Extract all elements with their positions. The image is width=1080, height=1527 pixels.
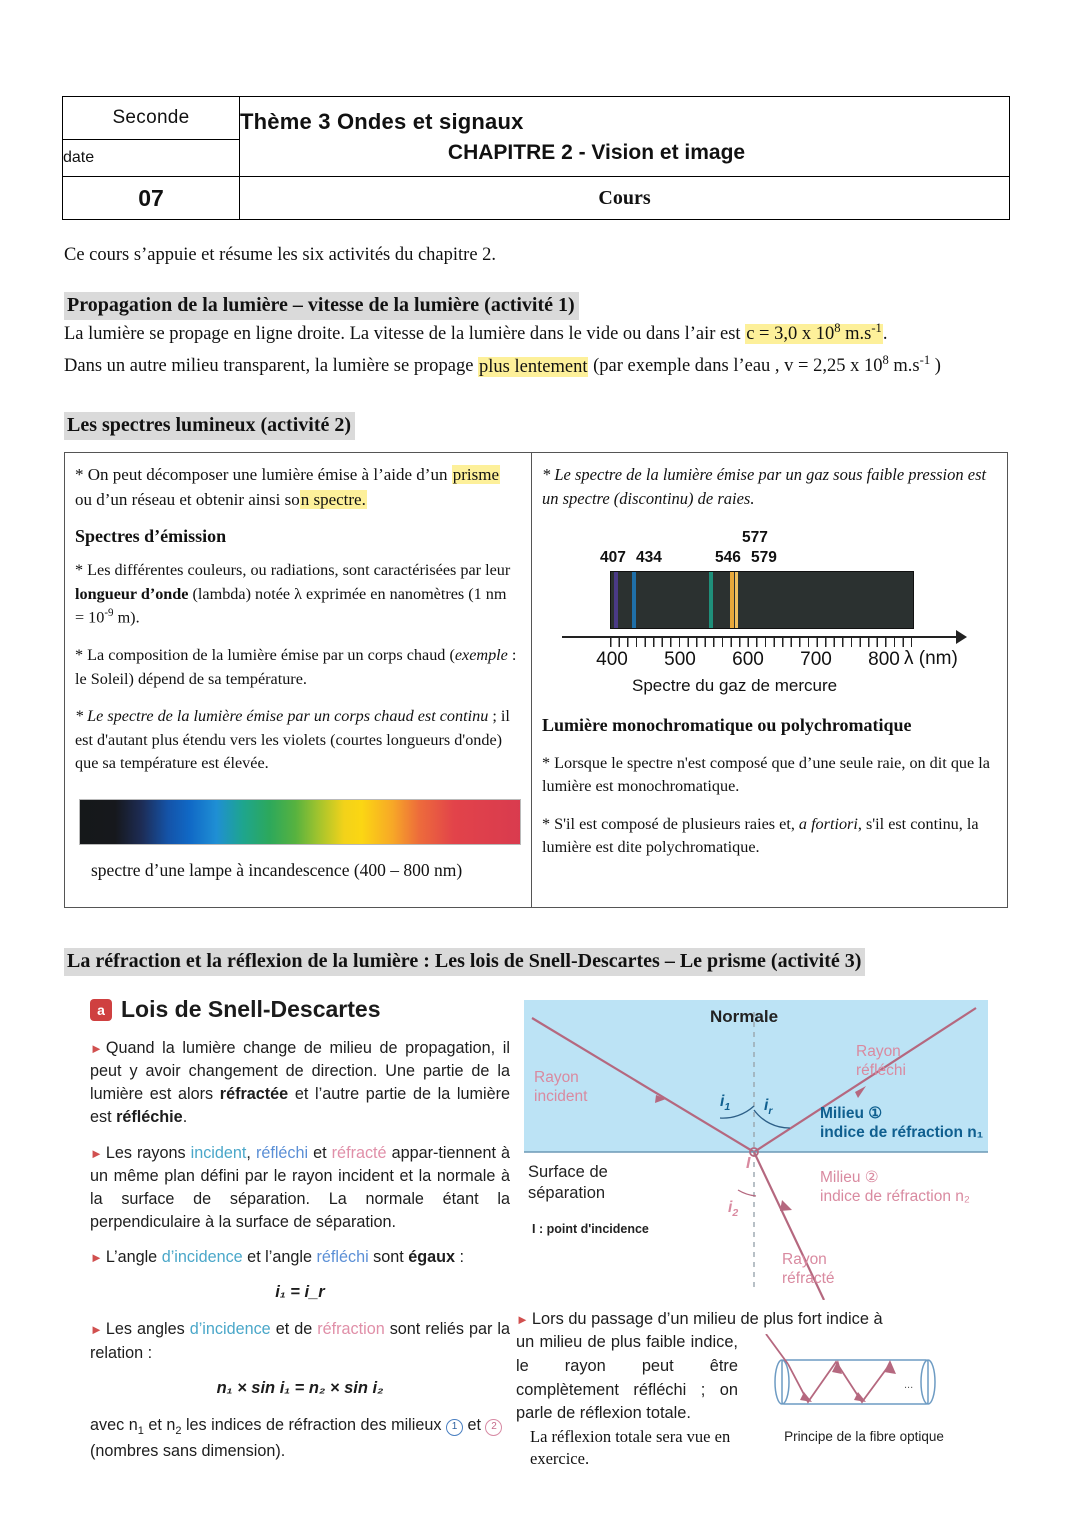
formula-angles-equal: i₁ = i_r bbox=[275, 1283, 325, 1302]
angle-i1-label: $i_1$ bbox=[720, 1093, 731, 1114]
mercury-figure-caption: Spectre du gaz de mercure bbox=[632, 676, 838, 695]
emission-line-577 bbox=[730, 572, 734, 628]
snell-left-column bbox=[90, 996, 510, 1475]
header-table bbox=[62, 96, 1010, 220]
axis-label-lambda: λ (nm) bbox=[904, 648, 958, 669]
left-p4: * Le spectre de la lumière émise par un corps chaud est continu ; il est d'autant plus étendu vers les violets (courtes longueurs d'onde) que sa température est élevée. bbox=[75, 707, 510, 773]
angle-i2-label: $i_2$ bbox=[728, 1199, 739, 1220]
left-p3: * La composition de la lumière émise par un corps chaud (exemple : le Soleil) dépend de sa température. bbox=[75, 646, 517, 688]
spectres-box bbox=[64, 452, 1008, 908]
snell-p4: ► Les angles d’incidence et de réfraction sont reliés par la relation : bbox=[90, 1320, 511, 1362]
formula-snell-law: n₁ × sin i₁ = n₂ × sin i₂ bbox=[216, 1378, 384, 1397]
mercury-spectrum-band bbox=[610, 571, 914, 629]
triangle-bullet-icon: ► bbox=[90, 1322, 103, 1338]
triangle-bullet-icon: ► bbox=[90, 1041, 103, 1056]
section1-line2: Dans un autre milieu transparent, la lumière se propage plus lentement (par exemple dans l’eau , v = 2,25 x $10^8$ $m.s^{-1}$ ) bbox=[64, 353, 941, 377]
right-p3: * S'il est composé de plusieurs raies et, a fortiori, s'il est continu, la lumière est dite polychromatique. bbox=[542, 814, 979, 857]
snell-title-text: Lois de Snell-Descartes bbox=[121, 996, 381, 1022]
line-label-577: 577 bbox=[742, 529, 768, 546]
section1-line1: La lumière se propage en ligne droite. La vitesse de la lumière dans le vide ou dans l’air est c = 3,0 x $10^8$ $m.s^{-1}$. bbox=[64, 321, 888, 345]
angle-arc-i2 bbox=[738, 1190, 756, 1196]
triangle-bullet-icon: ► bbox=[516, 1312, 529, 1327]
continuous-spectrum-image bbox=[79, 799, 521, 845]
spectre-highlight: n spectre. bbox=[300, 489, 366, 509]
emission-line-546 bbox=[709, 572, 713, 628]
triangle-bullet-icon: ► bbox=[90, 1145, 103, 1161]
header-chapter: CHAPITRE 2 - Vision et image bbox=[447, 140, 746, 164]
section1-body bbox=[64, 320, 1004, 380]
fiber-incoming-ray bbox=[766, 1334, 788, 1364]
refracted-arrow-icon bbox=[780, 1200, 792, 1211]
spectres-right-panel bbox=[532, 453, 1007, 907]
axis-arrow-icon bbox=[956, 630, 967, 644]
normal-label: Normale bbox=[710, 1007, 779, 1026]
incidence-point-note: I : point d'incidence bbox=[532, 1222, 649, 1236]
line-label-407: 407 bbox=[600, 549, 626, 566]
left-p2: * Les différentes couleurs, ou radiations, sont caractérisées par leur longueur d’onde (lambda) notée λ exprimée en nanomètres (1 nm = $10^{-9}$ m). bbox=[75, 561, 511, 627]
circle-two-icon: 2 bbox=[485, 1419, 502, 1436]
prisme-highlight: prisme bbox=[452, 465, 499, 484]
fiber-arrow-4 bbox=[884, 1360, 896, 1374]
total-reflection-lead: ► Lors du passage d’un milieu de plus fort indice à bbox=[516, 1310, 883, 1328]
reflected-ray-label: Rayon réfléchi bbox=[856, 1043, 906, 1080]
right-p1: * Le spectre de la lumière émise par un gaz sous faible pression est un spectre (discontinu) de raies. bbox=[542, 465, 987, 508]
line-label-546: 546 bbox=[715, 549, 741, 566]
emission-line-434 bbox=[632, 572, 636, 628]
header-theme: Thème 3 Ondes et signaux bbox=[240, 108, 524, 134]
slower-highlight: plus lentement bbox=[479, 356, 588, 377]
refraction-rays-svg bbox=[524, 1000, 988, 1300]
axis-tick-800: 800 bbox=[868, 649, 900, 670]
refracted-ray-label: Rayon réfracté bbox=[782, 1251, 835, 1288]
header-date-label: date bbox=[63, 140, 240, 177]
badge-a-icon: a bbox=[90, 999, 112, 1021]
snell-title bbox=[90, 996, 510, 1023]
header-title-cell bbox=[240, 97, 1010, 177]
separation-surface-label: Surface de séparation bbox=[528, 1163, 608, 1202]
right-p2: * Lorsque le spectre n'est composé que d’une seule raie, on dit que la lumière est monochromatique. bbox=[542, 754, 990, 796]
fiber-optic-svg bbox=[764, 1334, 942, 1422]
header-doc-type: Cours bbox=[240, 177, 1010, 220]
line-label-579: 579 bbox=[751, 549, 777, 566]
mercury-spectrum-figure bbox=[552, 529, 972, 695]
total-reflection-body: un milieu de plus faible indice, le rayon peut être complètement réfléchi ; on parle de réflexion totale. bbox=[516, 1333, 738, 1423]
axis-tick-400: 400 bbox=[596, 649, 628, 670]
medium-2-label: Milieu ② indice de réfraction n₂ bbox=[820, 1169, 970, 1206]
total-reflection-block bbox=[516, 1310, 996, 1469]
section3-heading: La réfraction et la réflexion de la lumière : Les lois de Snell-Descartes – Le prisme (activité 3) bbox=[64, 948, 865, 976]
header-level: Seconde bbox=[63, 97, 240, 140]
axis-tick-700: 700 bbox=[800, 649, 832, 670]
angle-ir-label: $i_r$ bbox=[764, 1097, 773, 1118]
fiber-ellipsis: ... bbox=[904, 1379, 914, 1391]
left-p1: * On peut décomposer une lumière émise à l’aide d’un prisme ou d’un réseau et obtenir ainsi son spectre. bbox=[75, 465, 499, 509]
section1-heading: Propagation de la lumière – vitesse de la lumière (activité 1) bbox=[64, 292, 579, 320]
line-label-434: 434 bbox=[636, 549, 662, 566]
reflected-arrow-icon bbox=[855, 1086, 866, 1098]
section2-heading: Les spectres lumineux (activité 2) bbox=[64, 412, 355, 440]
intro-text: Ce cours s’appuie et résume les six activités du chapitre 2. bbox=[64, 245, 497, 265]
emission-line-407 bbox=[614, 572, 618, 628]
refraction-diagram bbox=[524, 1000, 988, 1300]
incidence-point-label: I bbox=[746, 1155, 751, 1172]
circle-one-icon: 1 bbox=[446, 1419, 463, 1436]
axis-tick-600: 600 bbox=[732, 649, 764, 670]
snell-p5: avec $n_1$ et $n_2$ les indices de réfraction des milieux 1 et 2 (nombres sans dimension). bbox=[90, 1414, 510, 1463]
total-reflection-note: La réflexion totale sera vue en exercice. bbox=[530, 1427, 731, 1469]
fiber-arrow-1 bbox=[800, 1392, 812, 1402]
left-subhead: Spectres d’émission bbox=[75, 526, 227, 547]
speed-of-light-highlight: c = 3,0 x $10^8$ $m.s^{-1}$ bbox=[746, 321, 882, 345]
axis-tick-500: 500 bbox=[664, 649, 696, 670]
continuous-spectrum-caption: spectre d’une lampe à incandescence (400 – 800 nm) bbox=[91, 860, 463, 880]
fiber-optic-caption: Principe de la fibre optique bbox=[784, 1429, 944, 1444]
snell-p1: ► Quand la lumière change de milieu de propagation, il peut y avoir changement de direction. Une partie de la lumière est alors réfractée et l’autre partie de la lumière est réfléchie. bbox=[90, 1039, 510, 1127]
snell-p2: ► Les rayons incident, réfléchi et réfracté appar-tiennent à un même plan défini par le rayon incident et la normale à la surface de séparation. La normale étant la perpendiculaire à la surface de séparation. bbox=[90, 1143, 511, 1232]
incident-ray-label: Rayon incident bbox=[534, 1069, 588, 1106]
snell-p3: ► L’angle d’incidence et l’angle réfléchi sont égaux : bbox=[90, 1248, 465, 1267]
header-number: 07 bbox=[63, 177, 240, 220]
spectres-left-panel bbox=[65, 453, 532, 907]
triangle-bullet-icon: ► bbox=[90, 1250, 103, 1266]
medium-1-label: Milieu ① indice de réfraction n₁ bbox=[820, 1105, 984, 1142]
right-lower-text bbox=[542, 715, 997, 874]
axis-ticks bbox=[610, 638, 912, 647]
right-subhead: Lumière monochromatique ou polychromatique bbox=[542, 715, 912, 735]
fiber-optic-figure bbox=[764, 1334, 964, 1444]
emission-line-579 bbox=[735, 572, 738, 628]
